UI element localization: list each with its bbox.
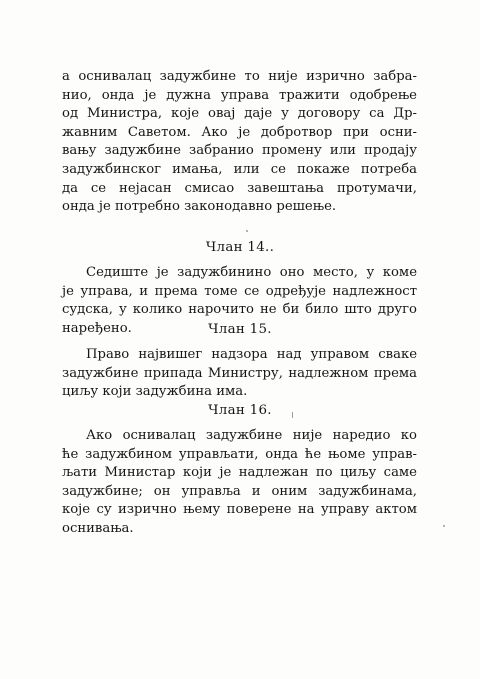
text-line: од Министра, које овај даје у договору са Др- [62, 106, 417, 122]
text-line: задужбинског имања, или се покаже потреба [62, 161, 417, 177]
text-line: Право највишег надзора над управом сваке [86, 347, 417, 362]
text-line: онда је потребно законодавно решење. [62, 199, 337, 215]
text-line: ће задужбином управљати, онда ће њоме управ- [62, 446, 417, 462]
article-14-heading: Члан 14.. [205, 240, 275, 255]
text-line: задужбине припада Министру, надлежном према [62, 365, 417, 381]
paper-speck [443, 525, 445, 527]
paper-speck [292, 412, 293, 418]
text-line: које су изрично њему поверене на управу актом [62, 502, 417, 518]
article-15-paragraph [62, 346, 417, 402]
intro-paragraph [62, 68, 417, 217]
text-line: а оснивалац задужбине то није изрично забра- [62, 69, 417, 84]
text-line: задужбине; он управља и оним задужбинама, [62, 483, 417, 499]
article-16-heading: Члан 16. [208, 403, 272, 418]
text-line: да се нејасан смисао завештања протумачи, [62, 180, 417, 196]
text-line: судска, у колико нарочито не би било што друго [62, 302, 417, 318]
text-line: жавним Саветом. Ако је добротвор при осни- [62, 124, 417, 140]
text-line: оснивања. [62, 520, 134, 536]
text-line: вању задужбине забранио промену или продају [62, 143, 417, 159]
article-16-paragraph [62, 427, 417, 539]
text-line: Седиште је задужбинино оно место, у коме [86, 265, 417, 280]
text-line: је управа, и према томе се одређује надлежност [62, 283, 417, 299]
text-line: нио, онда је дужна управа тражити одобрење [62, 87, 417, 103]
paper-speck [246, 230, 248, 232]
text-line: Ако оснивалац задужбине није наредио ко [86, 428, 417, 443]
article-15-heading: Члан 15. [208, 322, 272, 337]
text-line: наређено. [62, 320, 132, 336]
text-line: љати Министар који је надлежан по циљу саме [62, 465, 417, 481]
text-line: циљу који задужбина има. [62, 384, 248, 400]
